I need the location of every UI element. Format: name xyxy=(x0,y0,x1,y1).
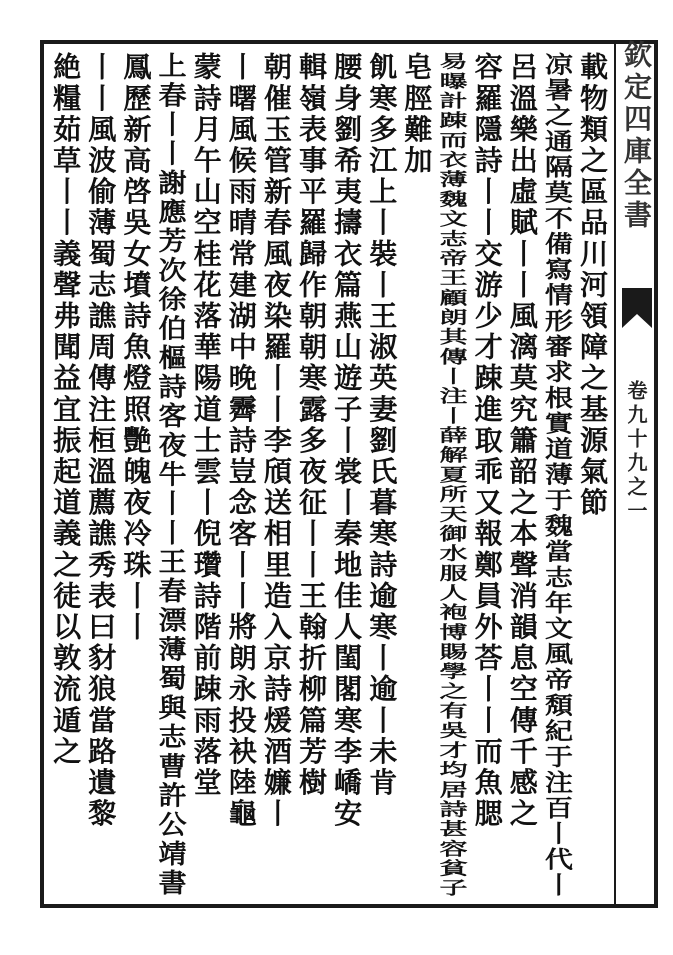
column-text: 易曝計踈而衣薄魏文志帝王顧朗其傳丨注丨薛解夏所天御水服人袍博賜學之有吳才均居詩甚容貧子 xyxy=(435,52,469,899)
text-column xyxy=(329,52,364,898)
text-column xyxy=(294,52,329,898)
text-column xyxy=(48,52,83,898)
text-column xyxy=(224,52,259,898)
column-text: 皂脛難加 xyxy=(400,52,434,177)
column-text: 飢寒多江上丨裝丨王淑英妻劉氏暮寒詩逾寒丨逾丨未肯 xyxy=(365,52,399,799)
text-column xyxy=(399,52,434,898)
text-column xyxy=(434,52,469,898)
frame-left-rule xyxy=(40,40,44,908)
column-text: 蒙詩月午山空桂花落華陽道士雲丨倪瓚詩階前踈雨落堂 xyxy=(189,52,223,799)
column-text: 載物類之區品川河領障之基源氣節 xyxy=(576,52,609,519)
column-text: 丨丨風波偷薄蜀志譙周傳注桓溫薦譙秀表曰豺狼當路遺黎 xyxy=(84,52,118,830)
marginal-note: 卷九十九之一 xyxy=(624,380,648,524)
text-column xyxy=(189,52,224,898)
column-text: 腰身劉希夷擣衣篇燕山遊子丨裳丨秦地佳人閨閣寒李嶠安 xyxy=(330,52,364,830)
text-column xyxy=(83,52,118,898)
text-column xyxy=(118,52,153,898)
text-column xyxy=(259,52,294,898)
text-column xyxy=(575,52,610,898)
column-text: 呂溫樂出虛賦丨丨風漓莫究簫韶之本聲消韻息空傳千感之 xyxy=(505,52,539,830)
text-column xyxy=(364,52,399,898)
column-text: 絶糧茹草丨丨義聲弗聞益宜振起道義之徒以敦流遁之 xyxy=(49,52,83,768)
text-column xyxy=(470,52,505,898)
column-text: 輯嶺表事平羅歸作朝朝寒露多夜征丨丨王翰折柳篇芳樹 xyxy=(295,52,328,799)
column-text: 凉暑之通隔莫不備寫情形審求根實道薄于魏當志年文風帝頽紀于注百丨代丨 xyxy=(540,52,574,899)
column-text: 容羅隱詩丨丨交游少才踈進取乖又報鄭員外荅丨丨而魚腮 xyxy=(470,52,504,830)
fishtail-mark-icon xyxy=(622,288,652,328)
column-text: 丨曙風候雨晴常建湖中晚霽詩豈念客丨丨將朗永投袂陸龜 xyxy=(224,52,258,830)
edge-header: 欽定四庫全書 xyxy=(620,40,653,232)
text-column xyxy=(153,52,188,898)
text-column xyxy=(505,52,540,898)
text-column xyxy=(540,52,575,898)
column-text: 鳳歷新高啓吳女墳詩魚燈照艷魄夜冷珠丨丨 xyxy=(119,52,153,643)
column-text: 上春丨丨謝應芳次徐伯樞詩客夜牛丨丨王春漂薄蜀與志曹許公靖書 xyxy=(154,52,188,898)
column-text: 朝催玉管新春風夜染羅丨丨李頎送相里造入京詩煖酒嬚丨 xyxy=(259,52,293,830)
frame-top-rule xyxy=(40,40,658,44)
frame-bottom-rule xyxy=(40,904,658,908)
